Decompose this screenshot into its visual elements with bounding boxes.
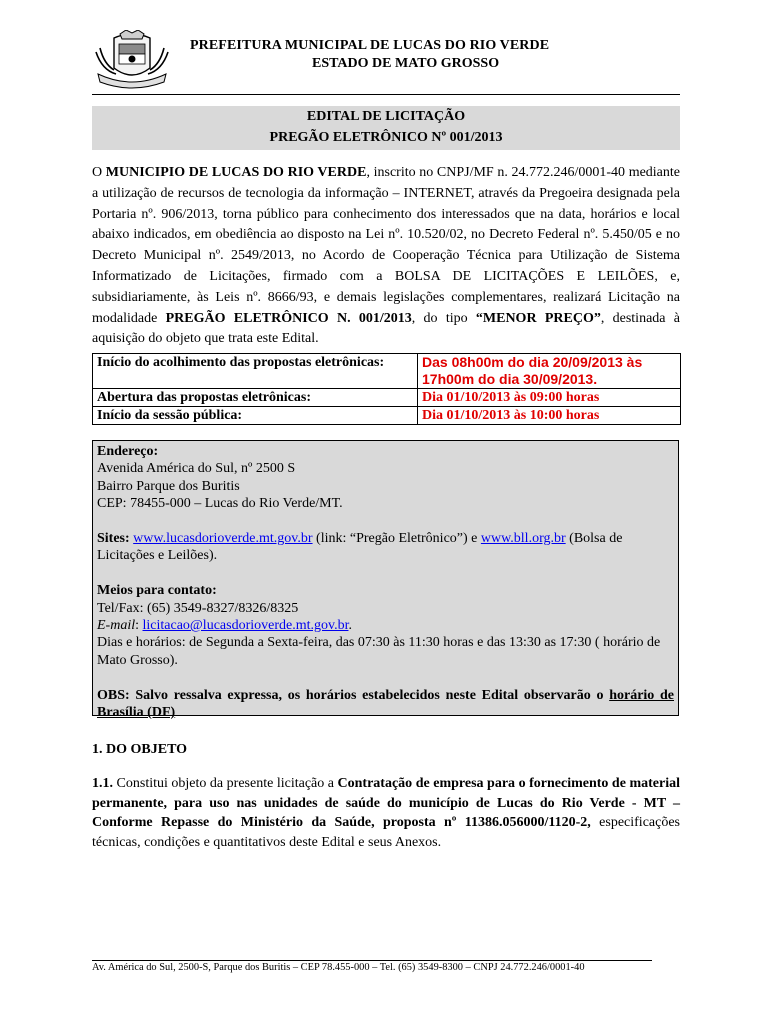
address-label: Endereço: <box>97 444 159 459</box>
address-line: Avenida América do Sul, nº 2500 S <box>97 461 296 477</box>
footer-address: Av. América do Sul, 2500-S, Parque dos Buritis – CEP 78.455-000 – Tel. (65) 3549-8300 – CNPJ 24.772.246/0001-40 <box>92 962 585 973</box>
email-line: E-mail: licitacao@lucasdorioverde.mt.gov.br. <box>97 618 352 634</box>
edital-subtitle: PREGÃO ELETRÔNICO Nº 001/2013 <box>269 130 503 145</box>
schedule-label: Abertura das propostas eletrônicas: <box>93 389 418 407</box>
header-state: ESTADO DE MATO GROSSO <box>312 56 500 71</box>
phone-line: Tel/Fax: (65) 3549-8327/8326/8325 <box>97 600 299 616</box>
object-paragraph: 1.1. Constitui objeto da presente licitação a Contratação de empresa para o fornecimento de material permanente, para uso nas unidades de saúde do município de Lucas do Rio Verde - MT – Conforme Repasse do Ministério da Saúde, proposta nº 11386.056000/1120-2, especificações técnicas, condições e quantitativos deste Edital e seus Anexos. <box>92 776 680 850</box>
sites-line: Sites: www.lucasdorioverde.mt.gov.br (link: “Pregão Eletrônico”) e www.bll.org.br (Bolsa de Licitações e Leilões). <box>97 531 623 564</box>
address-line: CEP: 78455-000 – Lucas do Rio Verde/MT. <box>97 496 343 512</box>
header-divider <box>92 94 680 95</box>
edital-title: EDITAL DE LICITAÇÃO <box>306 109 466 124</box>
schedule-row <box>93 407 681 425</box>
schedule-value: Das 08h00m do dia 20/09/2013 às 17h00m do dia 30/09/2013. <box>418 354 681 389</box>
schedule-value: Dia 01/10/2013 às 10:00 horas <box>418 407 681 425</box>
contact-label: Meios para contato: <box>97 583 217 599</box>
schedule-table <box>92 353 681 425</box>
schedule-row <box>93 354 681 389</box>
schedule-value: Dia 01/10/2013 às 09:00 horas <box>418 389 681 407</box>
address-line: Bairro Parque dos Buritis <box>97 478 240 494</box>
site-link-lucas[interactable]: www.lucasdorioverde.mt.gov.br <box>133 531 313 547</box>
header-municipality: PREFEITURA MUNICIPAL DE LUCAS DO RIO VERDE <box>190 38 550 53</box>
schedule-label: Início da sessão pública: <box>93 407 418 425</box>
footer-divider <box>92 960 652 961</box>
section-heading: 1. DO OBJETO <box>92 742 188 757</box>
hours-line: Dias e horários: de Segunda a Sexta-feira, das 07:30 às 11:30 horas e das 13:30 as 17:30 ( horário de Mato Grosso). <box>97 635 661 668</box>
info-box <box>92 440 679 721</box>
schedule-row <box>93 389 681 407</box>
municipal-crest-icon <box>92 30 172 90</box>
email-link[interactable]: licitacao@lucasdorioverde.mt.gov.br <box>142 618 349 634</box>
edital-title-box <box>92 106 680 150</box>
obs-note: OBS: Salvo ressalva expressa, os horários estabelecidos neste Edital observarão o horário de Brasília (DF) <box>97 687 674 721</box>
schedule-label: Início do acolhimento das propostas eletrônicas: <box>93 354 418 389</box>
site-link-bll[interactable]: www.bll.org.br <box>480 531 566 547</box>
intro-paragraph: O MUNICIPIO DE LUCAS DO RIO VERDE, inscrito no CNPJ/MF n. 24.772.246/0001-40 mediante a utilização de recursos de tecnologia da informação – INTERNET, através da Pregoeira designada pela Portaria nº. 906/2013, torna público para conhecimento dos interessados que na data, horários e local abaixo indicados, em obediência ao disposto na Lei nº. 10.520/02, no Decreto Federal nº. 5.450/05 e no Decreto Municipal nº. 2549/2013, no Acordo de Cooperação Técnica para Utilização de Sistema Informatizado de Licitações, firmado com a BOLSA DE LICITAÇÕES E LEILÕES, e, subsidiariamente, às Leis nº. 8666/93, e demais legislações complementares, realizará Licitação na modalidade PREGÃO ELETRÔNICO N. 001/2013, do tipo “MENOR PREÇO”, destinada à aquisição do objeto que trata este Edital. <box>92 165 680 347</box>
